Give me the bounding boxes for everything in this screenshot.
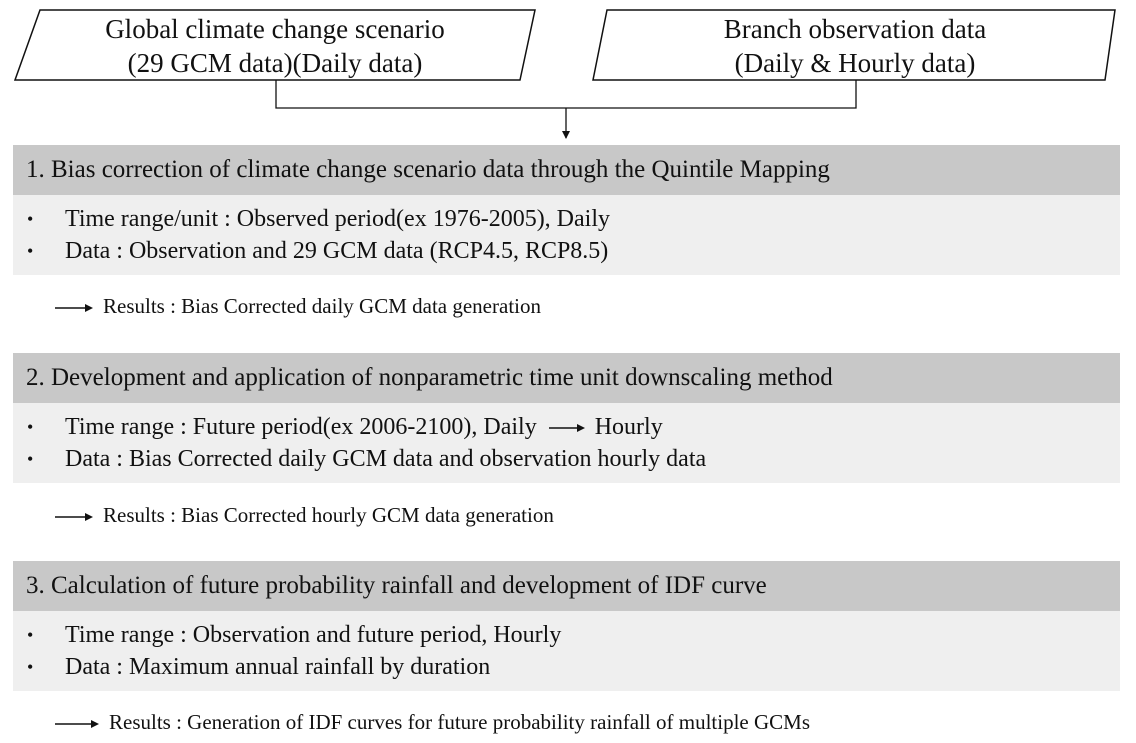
bullet-dot: • xyxy=(27,417,34,437)
step-2-result-text: Results : Bias Corrected hourly GCM data generation xyxy=(103,503,554,527)
input-gcm-label xyxy=(25,12,525,80)
arrow-right-icon xyxy=(55,512,93,522)
arrow-right-icon xyxy=(55,303,93,313)
step-2-bullet-2 xyxy=(13,443,1120,475)
step-3-header: 3. Calculation of future probability rainfall and development of IDF curve xyxy=(13,561,1120,611)
merge-connector xyxy=(276,80,856,108)
bullet-text-after-arrow: Hourly xyxy=(594,414,663,440)
input-observation-line2: (Daily & Hourly data) xyxy=(734,48,976,78)
step-2-body xyxy=(13,403,1120,483)
bullet-text: Time range/unit : Observed period(ex 1976-2005), Daily xyxy=(65,206,611,232)
step-1-result-text: Results : Bias Corrected daily GCM data generation xyxy=(103,294,541,318)
bullet-dot: • xyxy=(27,241,34,261)
step-2-bullet-1 xyxy=(13,411,1120,443)
input-gcm-line1: Global climate change scenario xyxy=(105,14,445,44)
step-3-bullet-2 xyxy=(13,651,1120,683)
bullet-text: Data : Observation and 29 GCM data (RCP4.5, RCP8.5) xyxy=(65,238,609,264)
step-1-body xyxy=(13,195,1120,275)
bullet-dot: • xyxy=(27,449,34,469)
input-observation-line1: Branch observation data xyxy=(723,14,987,44)
arrow-right-icon xyxy=(55,719,99,729)
bullet-text-part: Time range : Future period(ex 2006-2100), Daily xyxy=(65,414,537,440)
bullet-text: Time range : Observation and future period, Hourly xyxy=(65,622,562,648)
bullet-dot: • xyxy=(27,657,34,677)
step-1-bullet-1 xyxy=(13,203,1120,235)
step-1-header: 1. Bias correction of climate change scenario data through the Quintile Mapping xyxy=(13,145,1120,195)
arrow-right-icon xyxy=(549,423,585,433)
input-observation-label xyxy=(600,12,1110,80)
step-2-header: 2. Development and application of nonparametric time unit downscaling method xyxy=(13,353,1120,403)
step-3-bullet-1 xyxy=(13,619,1120,651)
step-3-result xyxy=(55,707,810,737)
bullet-text xyxy=(65,411,663,443)
bullet-dot: • xyxy=(27,625,34,645)
step-2-result xyxy=(55,500,554,530)
bullet-dot: • xyxy=(27,209,34,229)
bullet-text: Data : Bias Corrected daily GCM data and observation hourly data xyxy=(65,446,707,472)
step-3-body xyxy=(13,611,1120,691)
input-gcm-line2: (29 GCM data)(Daily data) xyxy=(127,48,423,78)
bullet-text: Data : Maximum annual rainfall by duration xyxy=(65,654,491,680)
step-1-bullet-2 xyxy=(13,235,1120,267)
step-1-result xyxy=(55,291,541,321)
step-3-result-text: Results : Generation of IDF curves for future probability rainfall of multiple GCMs xyxy=(109,710,811,734)
